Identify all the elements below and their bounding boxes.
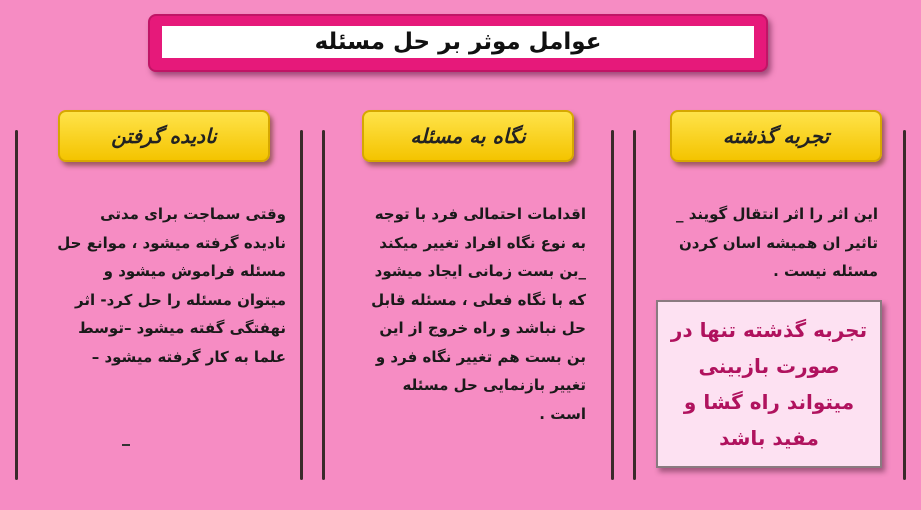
divider-line: [611, 130, 614, 480]
header-ignoring: نادیده گرفتن: [58, 110, 270, 162]
past-experience-text: این اثر را اثر انتقال گویند _ تاثیر ان همیشه اسان کردن مسئله نیست .: [676, 205, 878, 280]
header-problem-view: نگاه به مسئله: [362, 110, 574, 162]
divider-line: [633, 130, 636, 480]
divider-line: [300, 130, 303, 480]
problem-view-text: اقدامات احتمالی فرد با توجه به نوع نگاه افراد تغییر میکند _بن بست زمانی ایجاد میشود که با نگاه فعلی ، مسئله قابل حل نباشد و راه خروج از این بن بست هم تغییر نگاه فرد و تغییر بازنمایی حل مسئله است .: [371, 205, 586, 423]
stray-mark: [122, 444, 130, 446]
divider-line: [15, 130, 18, 480]
past-experience-note-text: تجربه گذشته تنها در صورت بازبینی میتواند راه گشا و مفید باشد: [670, 318, 868, 450]
divider-line: [322, 130, 325, 480]
past-experience-note: [656, 300, 882, 468]
header-past-experience: تجربه گذشته: [670, 110, 882, 162]
page-title: عوامل موثر بر حل مسئله: [162, 26, 754, 58]
divider-line: [903, 130, 906, 480]
ignoring-text: وقتی سماجت برای مدتی نادیده گرفته میشود ، موانع حل مسئله فراموش میشود و میتوان مسئله را حل کرد- اثر نهفتگی گفته میشود –توسط علما به کار گرفته میشود –: [57, 205, 286, 366]
title-banner: [148, 14, 768, 72]
